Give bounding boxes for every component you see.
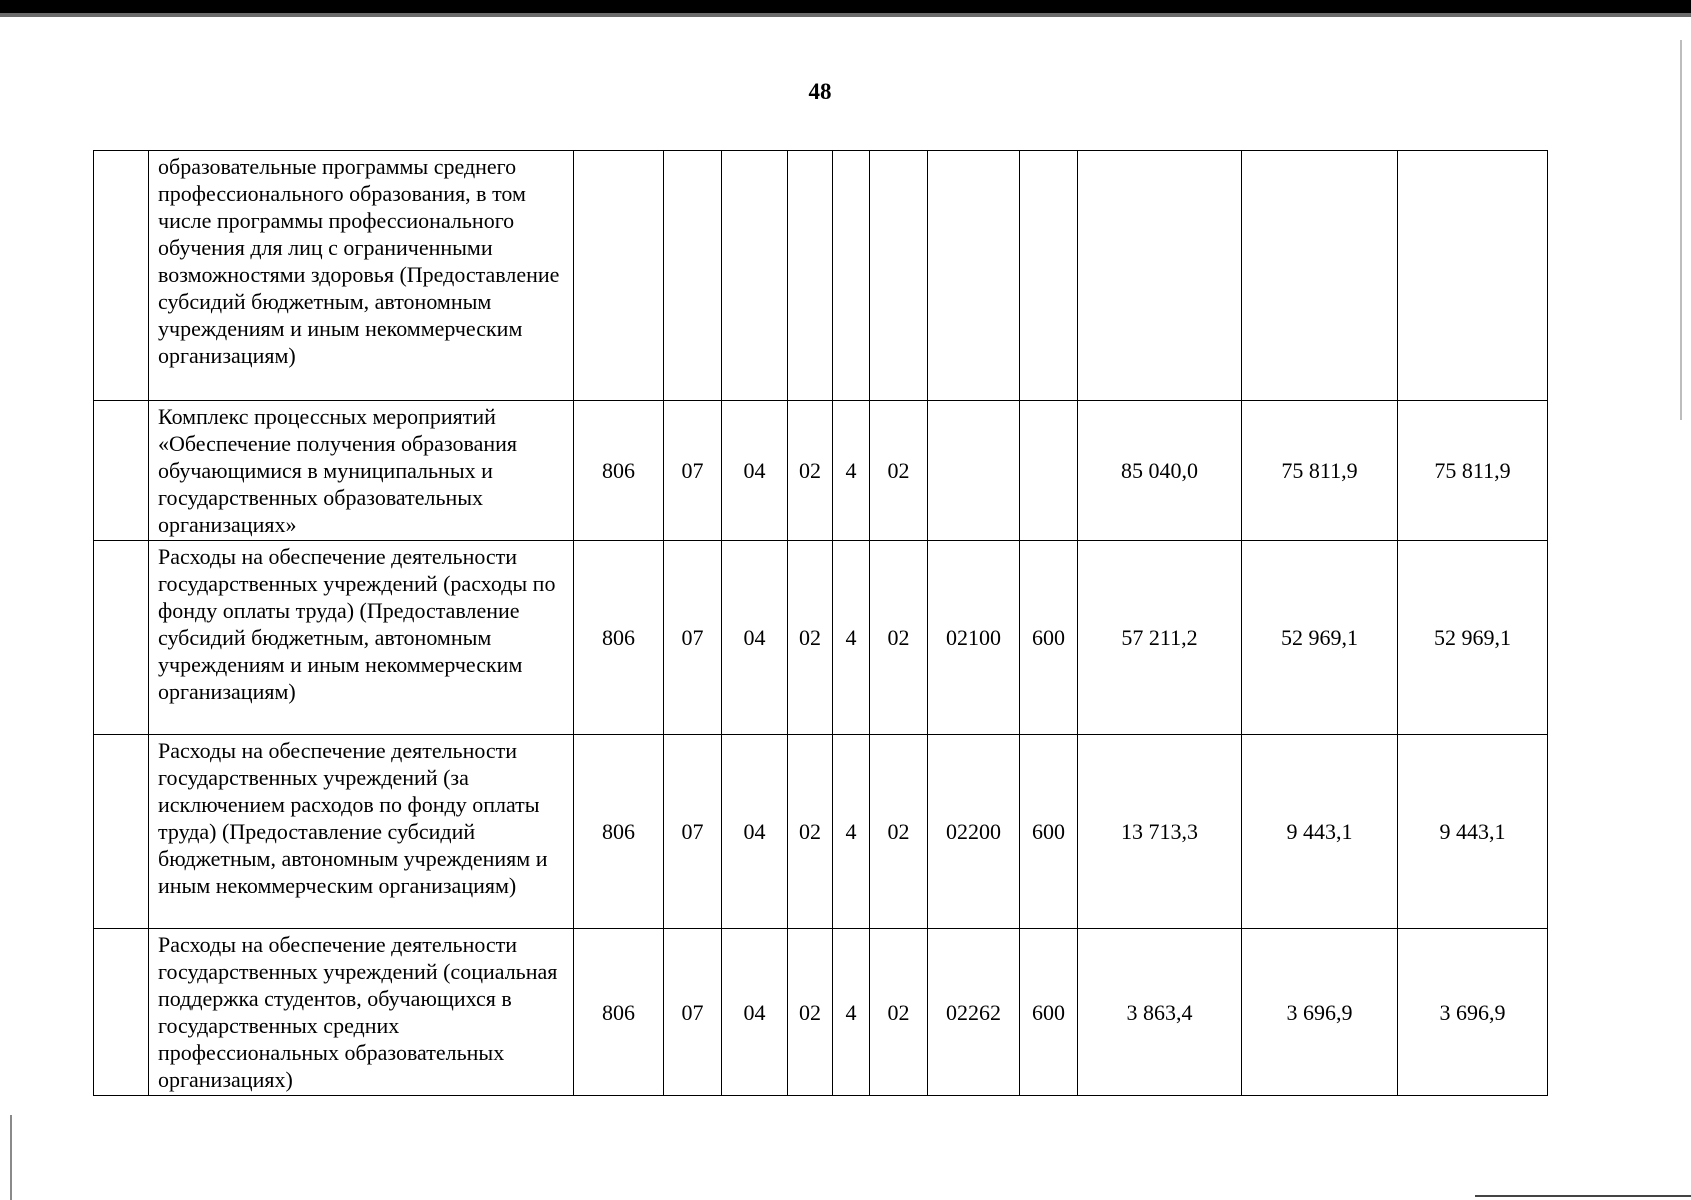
code-cell: 02: [788, 401, 833, 541]
code-cell: 02: [788, 735, 833, 929]
scan-left-edge: [10, 1115, 12, 1200]
code-cell: 806: [574, 929, 664, 1096]
code-cell: [722, 151, 788, 401]
table-row: [94, 541, 1548, 735]
amount-cell: 52 969,1: [1398, 541, 1548, 735]
scan-bottom-edge: [1475, 1195, 1691, 1197]
amount-cell: [1078, 151, 1242, 401]
code-cell: 4: [833, 541, 870, 735]
code-cell: 02: [870, 541, 928, 735]
code-cell: 4: [833, 735, 870, 929]
code-cell: [574, 151, 664, 401]
amount-cell: 9 443,1: [1242, 735, 1398, 929]
scan-top-shadow: [0, 13, 1691, 17]
amount-cell: 75 811,9: [1398, 401, 1548, 541]
description-cell: Комплекс процессных мероприятий «Обеспечение получения образования обучающимися в муниципальных и государственных образовательных организациях»: [149, 401, 574, 541]
description-cell: Расходы на обеспечение деятельности государственных учреждений (расходы по фонду оплаты труда) (Предоставление субсидий бюджетным, автономным учреждениям и иным некоммерческим организациям): [149, 541, 574, 735]
code-cell: [788, 151, 833, 401]
description-cell: Расходы на обеспечение деятельности государственных учреждений (социальная поддержка студентов, обучающихся в государственных средних профессиональных образовательных организациях): [149, 929, 574, 1096]
scan-top-border: [0, 0, 1691, 13]
code-cell: 02: [870, 735, 928, 929]
code-cell: 806: [574, 401, 664, 541]
code-cell: 02100: [928, 541, 1020, 735]
amount-cell: 3 696,9: [1398, 929, 1548, 1096]
amount-cell: 85 040,0: [1078, 401, 1242, 541]
amount-cell: 3 863,4: [1078, 929, 1242, 1096]
table-row: [94, 151, 1548, 401]
row-number-cell: [94, 401, 149, 541]
code-cell: 07: [664, 541, 722, 735]
amount-cell: 57 211,2: [1078, 541, 1242, 735]
code-cell: 07: [664, 401, 722, 541]
code-cell: 806: [574, 735, 664, 929]
code-cell: 04: [722, 541, 788, 735]
table-row: [94, 735, 1548, 929]
amount-cell: 9 443,1: [1398, 735, 1548, 929]
code-cell: 04: [722, 929, 788, 1096]
row-number-cell: [94, 735, 149, 929]
code-cell: 4: [833, 929, 870, 1096]
code-cell: 02200: [928, 735, 1020, 929]
code-cell: 04: [722, 401, 788, 541]
code-cell: 02: [788, 929, 833, 1096]
code-cell: [928, 401, 1020, 541]
description-cell: образовательные программы среднего профессионального образования, в том числе программы профессионального обучения для лиц с ограниченными возможностями здоровья (Предоставление субсидий бюджетным, автономным учреждениям и иным некоммерческим организациям): [149, 151, 574, 401]
amount-cell: 52 969,1: [1242, 541, 1398, 735]
row-number-cell: [94, 541, 149, 735]
row-number-cell: [94, 151, 149, 401]
code-cell: [928, 151, 1020, 401]
code-cell: 07: [664, 735, 722, 929]
code-cell: 600: [1020, 735, 1078, 929]
amount-cell: 3 696,9: [1242, 929, 1398, 1096]
code-cell: [1020, 401, 1078, 541]
description-cell: Расходы на обеспечение деятельности государственных учреждений (за исключением расходов по фонду оплаты труда) (Предоставление субсидий бюджетным, автономным учреждениям и иным некоммерческим организациям): [149, 735, 574, 929]
code-cell: 04: [722, 735, 788, 929]
amount-cell: 75 811,9: [1242, 401, 1398, 541]
code-cell: 02: [870, 929, 928, 1096]
code-cell: 07: [664, 929, 722, 1096]
code-cell: [664, 151, 722, 401]
code-cell: 600: [1020, 541, 1078, 735]
table-row: [94, 401, 1548, 541]
row-number-cell: [94, 929, 149, 1096]
amount-cell: [1398, 151, 1548, 401]
amount-cell: [1242, 151, 1398, 401]
code-cell: 4: [833, 401, 870, 541]
code-cell: [833, 151, 870, 401]
scan-right-edge: [1680, 40, 1682, 420]
table-row: [94, 929, 1548, 1096]
code-cell: 02: [870, 401, 928, 541]
page-number: 48: [808, 79, 832, 104]
code-cell: [1020, 151, 1078, 401]
code-cell: 02: [788, 541, 833, 735]
code-cell: 806: [574, 541, 664, 735]
budget-table: [93, 150, 1548, 1096]
code-cell: 600: [1020, 929, 1078, 1096]
code-cell: [870, 151, 928, 401]
code-cell: 02262: [928, 929, 1020, 1096]
amount-cell: 13 713,3: [1078, 735, 1242, 929]
